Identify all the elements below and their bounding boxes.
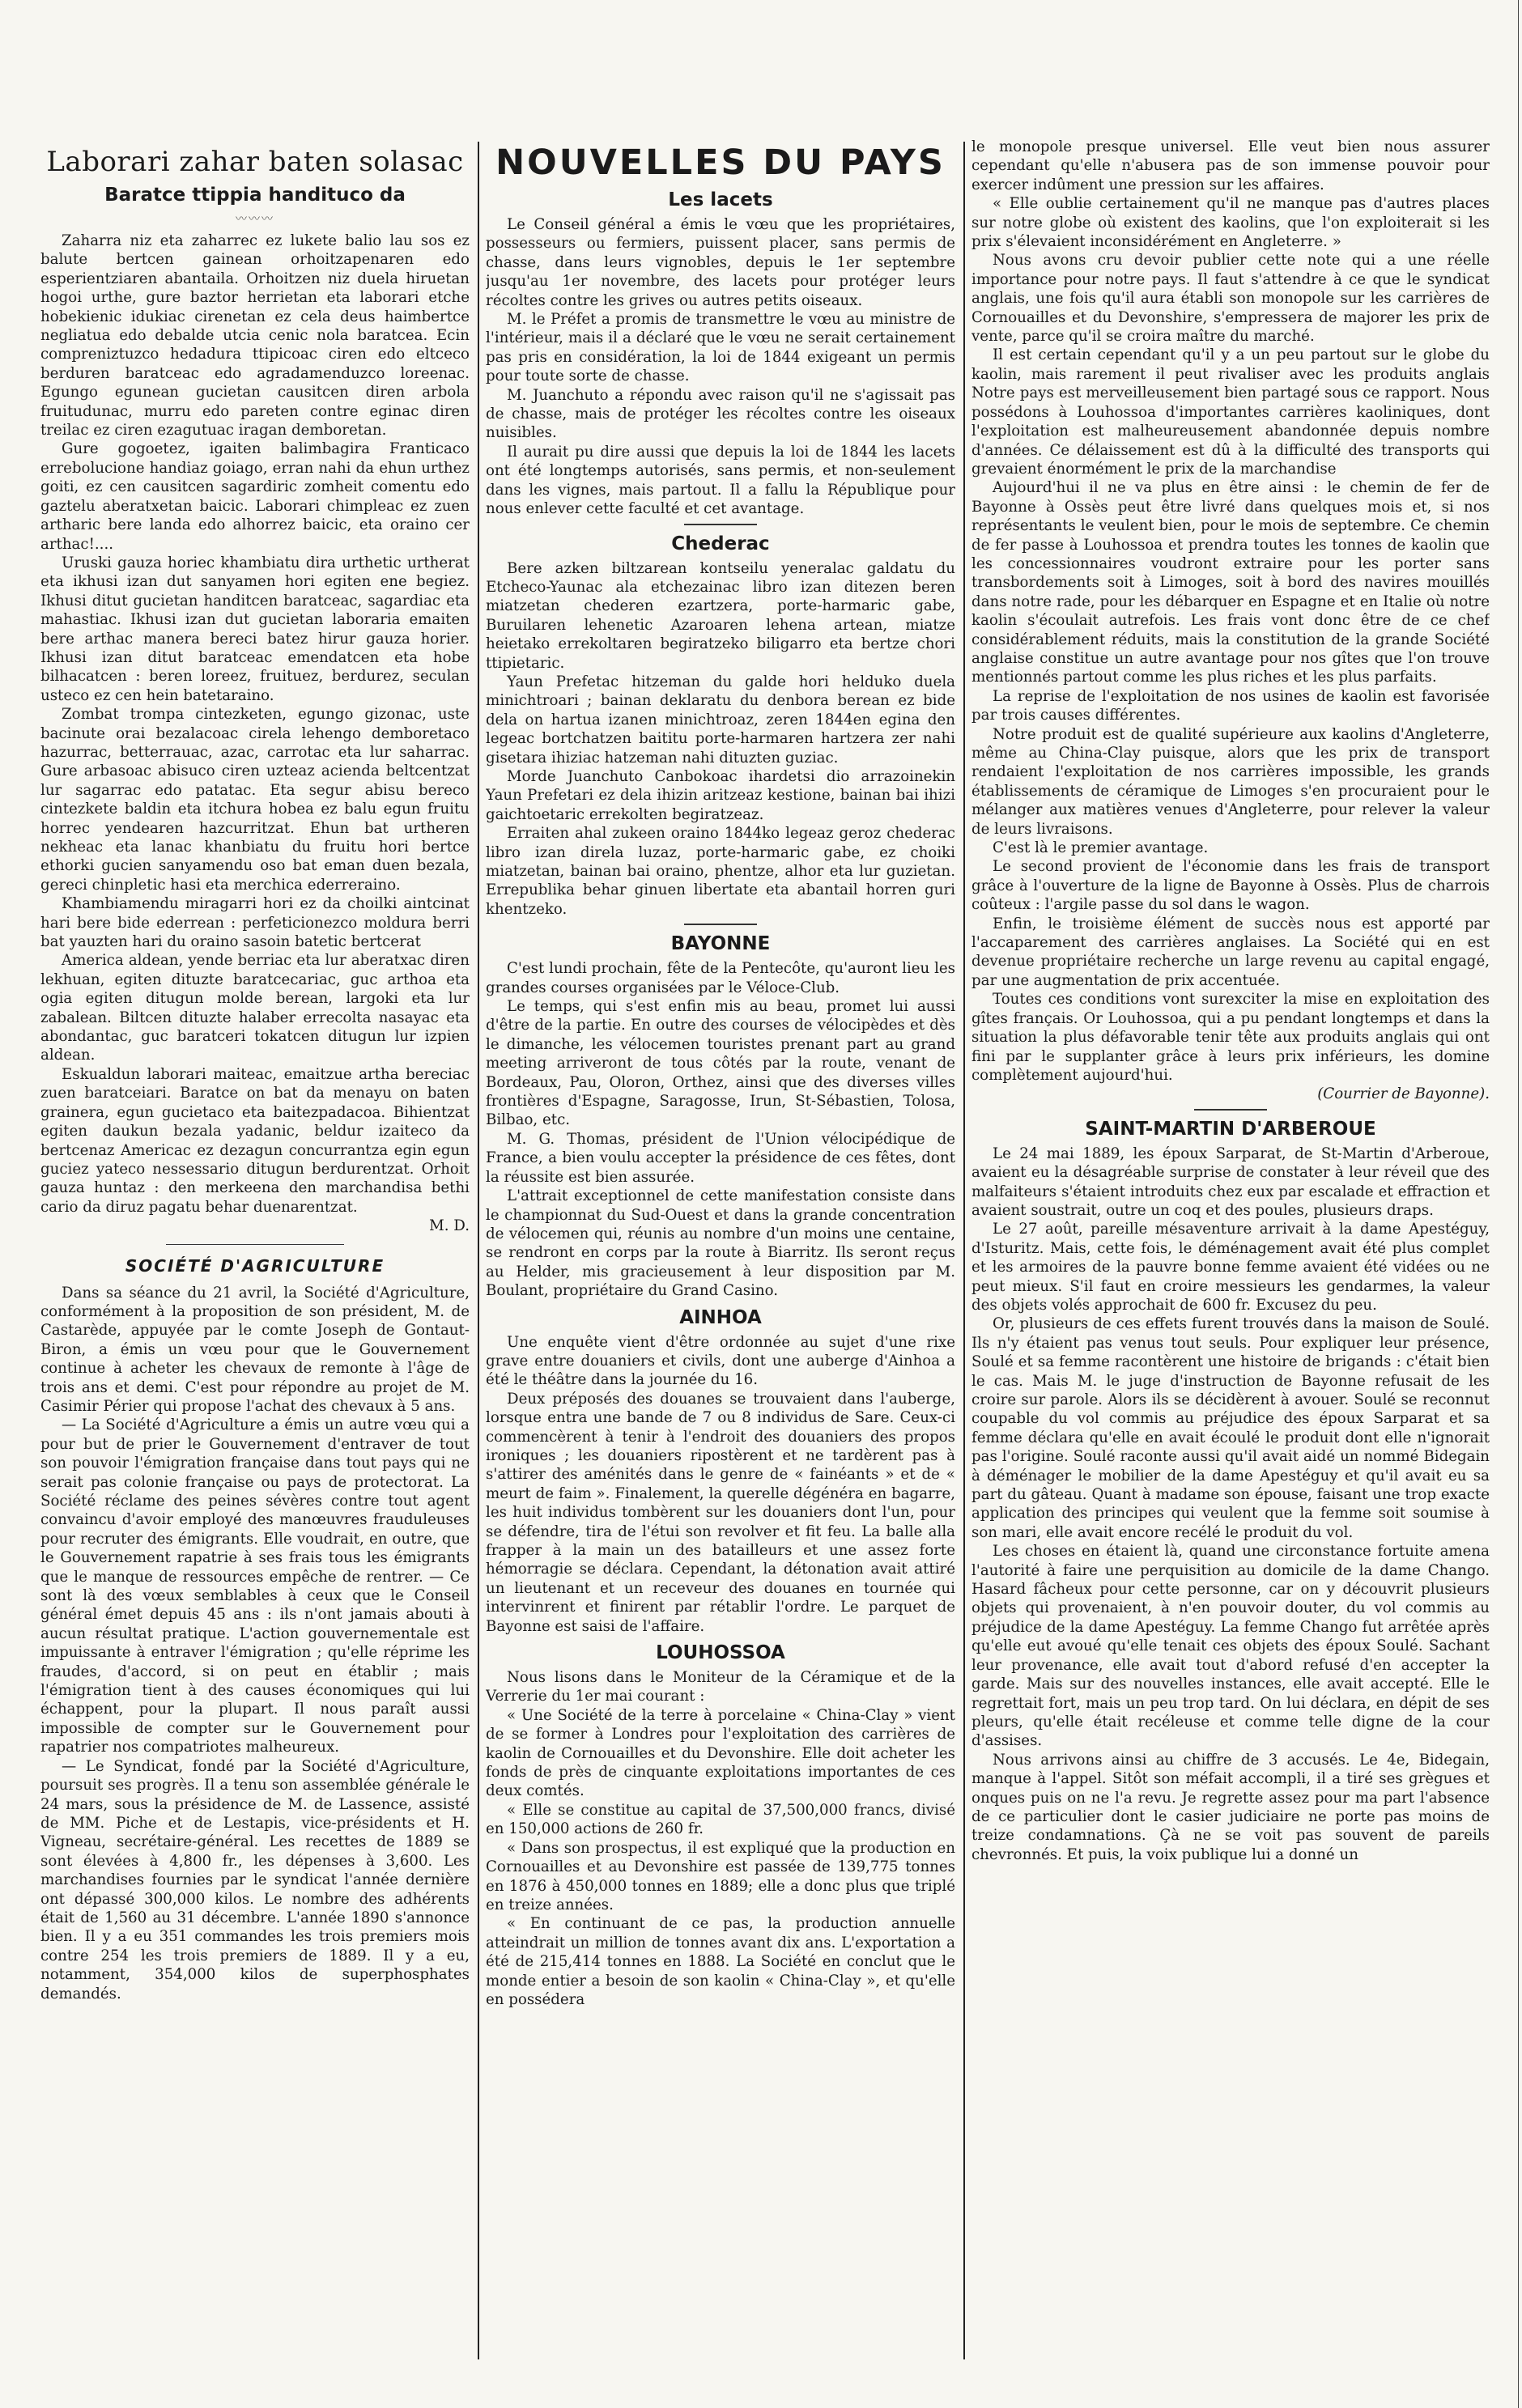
paragraph: Gure gogoetez, igaiten balimbagira Franticaco errebolucione handiaz goiago, erran nahi da ehun urthez goiti, ez cen causitcen sagardiric zomheit comentu edo gaztelu aberatxetan baicic. Laborari chimpleac ez zuen artharic bere landa edo alhorrez baicic, eta oraino cer arthac!....: [40, 440, 470, 553]
column-rule-left: [478, 142, 479, 2359]
page-edge-rule: [1518, 0, 1519, 2408]
paragraph: Le second provient de l'économie dans les frais de transport grâce à l'ouverture de la ligne de Bayonne à Ossès. Plus de charrois coûteux : l'argile passe du sol dans le wagon.: [971, 858, 1490, 914]
paragraph: Nous avons cru devoir publier cette note qui a une réelle importance pour notre pays. Il faut s'attendre à ce que le syndicat anglais, une fois qu'il aura établi son monopole sur les carrières de Cornouailles et du Devonshire, s'empressera de majorer les prix de vente, parce qu'il se croira maître du marché.: [971, 252, 1490, 346]
paragraph: Le temps, qui s'est enfin mis au beau, promet lui aussi d'être de la partie. En outre des courses de vélocipèdes et dès le dimanche, les vélocemen touristes prenant part au grand meeting arriveront de tous côtés par la route, venant de Bordeaux, Pau, Oloron, Orthez, ainsi que des diverses villes frontières d'Espagne, Saragosse, Irun, St-Sébastien, Tolosa, Bilbao, etc.: [486, 998, 955, 1129]
section-title-bayonne: BAYONNE: [670, 933, 771, 955]
ornament-divider: 〰〰〰: [236, 213, 274, 226]
column-rule-right: [963, 142, 965, 2359]
paragraph: Khambiamendu miragarri hori ez da choilki aintcinat hari bere bide ederrean : perfeticionezco moldura berri bat yauzten hari du oraino sasoin batetic bertcerat: [40, 895, 470, 951]
agriculture-body: [40, 1284, 470, 2003]
paragraph: — La Société d'Agriculture a émis un autre vœu qui a pour but de prier le Gouvernement d'entraver de tout son pouvoir l'émigration française dans tout pays qui ne serait pas colonie française ou pays de protectorat. La Société réclame des peines sévères contre tout agent convaincu d'avoir employé des manœuvres frauduleuses pour recruter des émigrants. Elle voudrait, en outre, que le Gouvernement rapatrie à ses frais tous les émigrants que le manque de ressources empêche de rentrer. — Ce sont là des vœux semblables à ceux que le Conseil général émet depuis 45 ans : ils n'ont jamais abouti à aucun résultat pratique. L'action gouvernementale est impuissante à entraver l'émigration ; qu'elle réprime les fraudes, d'accord, si on peut en établir ; mais l'émigration tient à des causes économiques qui lui échappent, pour la plupart. Il nous paraît aussi impossible de compter sur le Gouvernement pour rapatrier nos compatriotes malheureux.: [40, 1416, 470, 1756]
paragraph: Morde Juanchuto Canbokoac ihardetsi dio arrazoinekin Yaun Prefetari ez dela ihizin aritzeaz kestione, bainan bai ihizi gaichtoetaric errekolten begiratzeaz.: [486, 767, 955, 823]
column-kaolin-and-arberoue: [971, 138, 1490, 2376]
paragraph: le monopole presque universel. Elle veut bien nous assurer cependant qu'elle n'abusera pas de son immense pouvoir pour exercer indûment une pression sur les affaires.: [971, 138, 1490, 193]
column-nouvelles: [486, 138, 955, 2376]
masthead-nouvelles: NOUVELLES DU PAYS: [495, 142, 946, 183]
paragraph: Le 24 mai 1889, les époux Sarparat, de St-Martin d'Arberoue, avaient eu la désagréable surprise de constater à leur réveil que des malfaiteurs s'étaient introduits chez eux par escalade et effraction et avaient soustrait, outre un coq et des poules, plusieurs draps.: [971, 1145, 1490, 1219]
paragraph: L'attrait exceptionnel de cette manifestation consiste dans le championnat du Sud-Ouest et dans la grande concentration de vélocemen qui, réunis au nombre d'un moins une centaine, se rendront en corps par la route à Biarritz. Ils seront reçus au Helder, mis gracieusement à leur disposition par M. Boulant, propriétaire du Grand Casino.: [486, 1187, 955, 1300]
paragraph: « Elle oublie certainement qu'il ne manque pas d'autres places sur notre globe où existent des kaolins, que l'on exploiterait si les prix s'élevaient inconsidérément en Angleterre. »: [971, 195, 1490, 251]
paragraph: M. le Préfet a promis de transmettre le vœu au ministre de l'intérieur, mais il a déclaré que le vœu ne serait certainement pas pris en considération, la loi de 1844 exigeant un permis pour toute sorte de chasse.: [486, 311, 955, 385]
paragraph: Deux préposés des douanes se trouvaient dans l'auberge, lorsque entra une bande de 7 ou 8 individus de Sare. Ceux-ci commencèrent à tenir à l'endroit des douaniers des propos ironiques ; les douaniers ripostèrent et ne tardèrent pas à s'attirer des aménités dans le genre de « fainéants » et de « meurt de faim ». Finalement, la querelle dégénéra en bagarre, les huit individus tombèrent sur les douaniers dont l'un, pour se défendre, tira de l'étui son revolver et fit feu. La balle alla frapper à la main un des batailleurs et une assez forte hémorragie se déclara. Cependant, la détonation avait attiré un lieutenant et un receveur des douanes en tournée qui intervinrent et finirent par rétablir l'ordre. Le parquet de Bayonne est saisi de l'affaire.: [486, 1390, 955, 1635]
section-title-saint-martin: SAINT-MARTIN D'ARBEROUE: [1085, 1118, 1376, 1140]
paragraph: Nous arrivons ainsi au chiffre de 3 accusés. Le 4e, Bidegain, manque à l'appel. Sitôt son méfait accompli, il a tiré ses grègues et onques puis on ne l'a revu. Je regrette assez pour ma part l'absence de ce particulier dont le casier judiciaire ne porte pas moins de treize condamnations. Çà ne se voit pas souvent de pareils chevronnés. Et puis, la voix publique lui a donné un: [971, 1751, 1490, 1863]
paragraph: Il aurait pu dire aussi que depuis la loi de 1844 les lacets ont été longtemps autorisés, sans permis, et non-seulement dans les vignes, mais partout. Il a fallu la République pour nous enlever cette faculté et cet avantage.: [486, 443, 955, 518]
paragraph: Zaharra niz eta zaharrec ez lukete balio lau sos ez balute bertcen gainean orhoitzapenaren edo esperientziaren abantaila. Orhoitzen niz duela hiruetan hogoi urthe, gure baztor herrietan eta laborari etche hobekienic idukiac cirenetan ez cela deus haimbertce negliatua edo debalde utcia cenic nola baratcea. Ecin compreniztuzco hedadura ttipicoac ciren edo eltceco berduren baratceac edo agradamenduzco loreenac. Egungo egunean gucietan causitcen diren arbola fruitudunac, murru edo pareten contre eginac diren treilac ez ciren ezagutuac iragan demboretan.: [40, 232, 470, 440]
source-credit: (Courrier de Bayonne).: [1317, 1085, 1490, 1103]
paragraph: « Dans son prospectus, il est expliqué que la production en Cornouailles et au Devonshire est passée de 139,775 tonnes en 1876 à 450,000 tonnes en 1889; elle a donc plus que triplé en treize années.: [486, 1839, 955, 1913]
section-divider: [1194, 1109, 1267, 1111]
paragraph: Enfin, le troisième élément de succès nous est apporté par l'accaparement des carrières anglaises. La Société qui en est devenue propriétaire recherche un large revenu au capital engagé, par une augmentation de prix accentuée.: [971, 915, 1490, 989]
column-basque-farmer: [40, 138, 470, 2376]
paragraph: Zombat trompa cintezketen, egungo gizonac, uste bacinute orai bezalacoac cirela lehengo demboretaco hazurrac, betterrauac, azac, carrotac eta lur saharrac. Gure arbasoac abisuco ciren uzteaz acienda beltcentzat lur sagarrac edo patatac. Eta segur abisu bereco cintezkete baldin eta itchura hobea ez balu egun fruitu horrec yendearen hazcurritzat. Ehun bat urtheren nekheac eta lanac khanbiatu du fruitu hori bertce ethorki gucien sanyamendu oso bat eman duen bezala, gereci chinpletic hasi eta merchica ederreraino.: [40, 706, 470, 894]
paragraph: Une enquête vient d'être ordonnée au sujet d'une rixe grave entre douaniers et civils, dont une auberge d'Ainhoa a été le théâtre dans la journée du 16.: [486, 1333, 955, 1389]
paragraph: Les choses en étaient là, quand une circonstance fortuite amena l'autorité à faire une perquisition au domicile de la dame Chango. Hasard fâcheux pour cette personne, car on y découvrit plusieurs objets qui provenaient, à n'en pouvoir douter, du vol commis au préjudice de la dame Apestéguy. La femme Chango fut arrêtée après qu'elle eut avoué qu'elle tenait ces objets des époux Soulé. Sachant leur provenance, elle avait tout d'abord refusé d'en accepter la garde. Mais sur des nouvelles instances, elle avait accepté. Elle le regrettait fort, mais un peu trop tard. On lui déclara, en dépit de ses pleurs, qu'elle était recéleuse et comme telle digne de la cour d'assises.: [971, 1543, 1490, 1750]
section-title-agriculture: SOCIÉTÉ D'AGRICULTURE: [125, 1255, 385, 1276]
signature: M. D.: [429, 1217, 470, 1235]
paragraph: « Elle se constitue au capital de 37,500,000 francs, divisé en 150,000 actions de 260 fr.: [486, 1801, 955, 1838]
article-body: [40, 231, 470, 1236]
paragraph: C'est lundi prochain, fête de la Pentecôte, qu'auront lieu les grandes courses organisées par le Véloce-Club.: [486, 960, 955, 996]
section-title-lacets: Les lacets: [668, 189, 773, 210]
paragraph: C'est là le premier avantage.: [993, 839, 1209, 857]
paragraph: Bere azken biltzarean kontseilu yeneralac galdatu du Etcheco-Yaunac ala etchezainac libro izan ditezen beren miatzetan chederen ezartzera, porte-harmaric gabe, Buruilaren lehenetic Azaroaren lehena artean, miatze heietako errekoltaren begiratzeko biligarro eta bertze chori ttipietaric.: [486, 559, 955, 672]
section-divider: [684, 524, 757, 525]
paragraph: M. Juanchuto a répondu avec raison qu'il ne s'agissait pas de chasse, mais de protéger les récoltes contre les oiseaux nuisibles.: [486, 386, 955, 442]
paragraph: Toutes ces conditions vont surexciter la mise en exploitation des gîtes français. Or Louhossoa, qui a pu pendant longtemps et dans la situation la plus défavorable tenir tête aux produits anglais qui ont fini par le supplanter grâce à leurs prix inférieurs, les domine complètement aujourd'hui.: [971, 991, 1490, 1084]
paragraph: Or, plusieurs de ces effets furent trouvés dans la maison de Soulé. Ils n'y étaient pas venus tout seuls. Pour expliquer leur présence, Soulé et sa femme racontèrent une histoire de brigands : c'était bien le cas. Mais M. le juge d'instruction de Bayonne refusait de les croire sur parole. Alors ils se décidèrent à avouer. Soulé se reconnut coupable du vol commis au préjudice des époux Sarparat et sa femme déclara qu'elle en avait écoulé le produit dont elle n'ignorait pas l'origine. Soulé raconte aussi qu'il avait aidé un nommé Bidegain à déménager le mobilier de la dame Apestéguy et qu'il avait eu sa part du gâteau. Quant à madame son épouse, faisant une trop exacte application des principes qui veulent que la femme soit soumise à son mari, elle avait encore recélé le produit du vol.: [971, 1315, 1490, 1541]
paragraph: Erraiten ahal zukeen oraino 1844ko legeaz geroz chederac libro izan direla luzaz, porte-harmaric gabe, ez choiki miatzetan, bainan bai oraino, phentze, alhor eta lur guzietan. Errepublika behar ginuen libertate eta abantail horren guri khentzeko.: [486, 825, 955, 918]
paragraph: Le 27 août, pareille mésaventure arrivait à la dame Apestéguy, d'Isturitz. Mais, cette fois, le déménagement avait été plus complet et les armoires de la pauvre bonne femme avaient été vidées ou ne peut mieux. S'il faut en croire messieurs les gendarmes, la valeur des objets volés approchait de 600 fr. Excusez du peu.: [971, 1221, 1490, 1314]
section-divider: [166, 1244, 344, 1245]
paragraph: Dans sa séance du 21 avril, la Société d'Agriculture, conformément à la proposition de son président, M. de Castarède, appuyée par le comte Joseph de Gontaut-Biron, a émis un vœu pour que le Gouvernement continue à acheter les chevaux de remonte à l'âge de trois ans et demi. C'est pour répondre au projet de M. Casimir Périer qui propose l'achat des chevaux à 5 ans.: [40, 1284, 470, 1415]
paragraph: Il est certain cependant qu'il y a un peu partout sur le globe du kaolin, mais rarement il peut rivaliser avec les produits anglais Notre pays est merveilleusement bien partagé sous ce rapport. Nous possédons à Louhossoa d'importantes carrières kaoliniques, dont l'exploitation est malheureusement abandonnée depuis nombre d'années. Ce délaissement est dû à la difficulté des transports qui grevaient énormément le prix de la marchandise: [971, 346, 1490, 478]
paragraph: America aldean, yende berriac eta lur aberatxac diren lekhuan, egiten dituzte baratcecariac, guc arthoa eta ogia egiten ditugun molde berean, largoki eta lur zabalean. Biltcen dituzte halaber errecolta nasayac eta abondantac, guc baratceri tokatcen ditugun lur izpien aldean.: [40, 952, 470, 1064]
paragraph: « Une Société de la terre à porcelaine « China-Clay » vient de se former à Londres pour l'exploitation des carrières de kaolin de Cornouailles et du Devonshire. Elle doit acheter les fonds de près de cinquante exploitations importantes de ces deux comtés.: [486, 1706, 955, 1800]
paragraph: Le Conseil général a émis le vœu que les propriétaires, possesseurs ou fermiers, puissent placer, sans permis de chasse, dans leurs vignobles, depuis le 1er septembre jusqu'au 1er novembre, des lacets pour protéger leurs récoltes contre les grives ou autres petits oiseaux.: [486, 216, 955, 309]
section-title-louhossoa: LOUHOSSOA: [656, 1642, 785, 1664]
section-divider: [684, 924, 757, 925]
paragraph: Uruski gauza horiec khambiatu dira urthetic urtherat eta ikhusi izan dut sanyamen hori egiten ene begiez. Ikhusi ditut gucietan handitcen baratceac, sagardiac eta mahastiac. Ikhusi izan dut gucietan laboraria emaiten bere arthac manera bereci batez hirur gauza horier. Ikhusi izan ditut baratceac emendatcen eta hobe bilhacatcen : beren loreez, fruituez, berdurez, seculan usteco ez cen hein batetaraino.: [40, 554, 470, 704]
article-title: Laborari zahar baten solasac: [46, 146, 464, 178]
article-subtitle: Baratce ttippia handituco da: [104, 185, 406, 206]
paragraph: « En continuant de ce pas, la production annuelle atteindrait un million de tonnes avant dix ans. L'exportation a été de 215,414 tonnes en 1888. La Société en conclut que le monde entier a besoin de son kaolin « China-Clay », et qu'elle en possédera: [486, 1915, 955, 2008]
paragraph: Aujourd'hui il ne va plus en être ainsi : le chemin de fer de Bayonne à Ossès peut être livré dans quelques mois et, si nos représentants le veulent bien, pour le mois de septembre. Ce chemin de fer passe à Louhossoa et prendra toutes les tonnes de kaolin que les concessionnaires voudront extraire pour les porter sans transbordements soit à Limoges, soit à bord des navires mouillés dans notre rade, pour les débarquer en Espagne et en Italie où notre kaolin s'écoulait autrefois. Les frais vont donc être de ce chef considérablement réduits, mais la constitution de la grande Société anglaise constitue un autre avantage pour nos gîtes que l'on trouve mentionnés partout comme les plus riches et les plus parfaits.: [971, 479, 1490, 686]
paragraph: La reprise de l'exploitation de nos usines de kaolin est favorisée par trois causes différentes.: [971, 687, 1490, 724]
paragraph: Notre produit est de qualité supérieure aux kaolins d'Angleterre, même au China-Clay puisque, alors que les prix de transport rendaient l'exploitation de nos carrières impossible, les grands établissements de céramique de Limoges s'en procuraient pour le mélanger aux matières venues d'Angleterre, pour relever la valeur de leurs livraisons.: [971, 725, 1490, 838]
paragraph: M. G. Thomas, président de l'Union vélocipédique de France, a bien voulu accepter la présidence de ces fêtes, dont la réussite est bien assurée.: [486, 1130, 955, 1186]
paragraph: — Le Syndicat, fondé par la Société d'Agriculture, poursuit ses progrès. Il a tenu son assemblée générale le 24 mars, sous la présidence de M. de Lassence, assisté de MM. Piche et de Lestapis, vice-présidents et H. Vigneau, secrétaire-général. Les recettes de 1889 se sont élevées à 4,800 fr., les dépenses à 3,600. Les marchandises fournies par le syndicat l'année dernière ont dépassé 300,000 kilos. Le nombre des adhérents était de 1,560 au 31 décembre. L'année 1890 s'annonce bien. Il y a eu 351 commandes les trois premiers mois contre 254 les trois premiers de 1889. Il y a eu, notamment, 354,000 kilos de superphosphates demandés.: [40, 1757, 470, 2002]
section-title-chederac: Chederac: [671, 533, 770, 554]
paragraph: Eskualdun laborari maiteac, emaitzue artha bereciac zuen baratceiari. Baratce on bat da menayu on baten grainera, egun gucietaco eta baitezpadacoa. Bihientzat egiten daukun bezala yadanic, beldur izaiteco da bertcenaz Americac ez dezagun concurrantza egin egun guciez yateco nessessario ditugun berdurentzat. Orhoit gauza huntaz : den merkeena den marchandisa bethi cario da diruz pagatu behar duenarentzat.: [40, 1065, 470, 1216]
paragraph: Nous lisons dans le Moniteur de la Céramique et de la Verrerie du 1er mai courant :: [486, 1669, 955, 1705]
section-title-ainhoa: AINHOA: [679, 1306, 762, 1328]
paragraph: Yaun Prefetac hitzeman du galde hori helduko duela minichtroari ; bainan deklaratu du denbora berean ez bide dela on hartua izanen minichtroaz, zeren 1844en egina den legeac bortchatzen baititu porte-harmaren hartzera zer nahi gisetara ihiziac hatzeman nahi dituzten guziac.: [486, 673, 955, 767]
